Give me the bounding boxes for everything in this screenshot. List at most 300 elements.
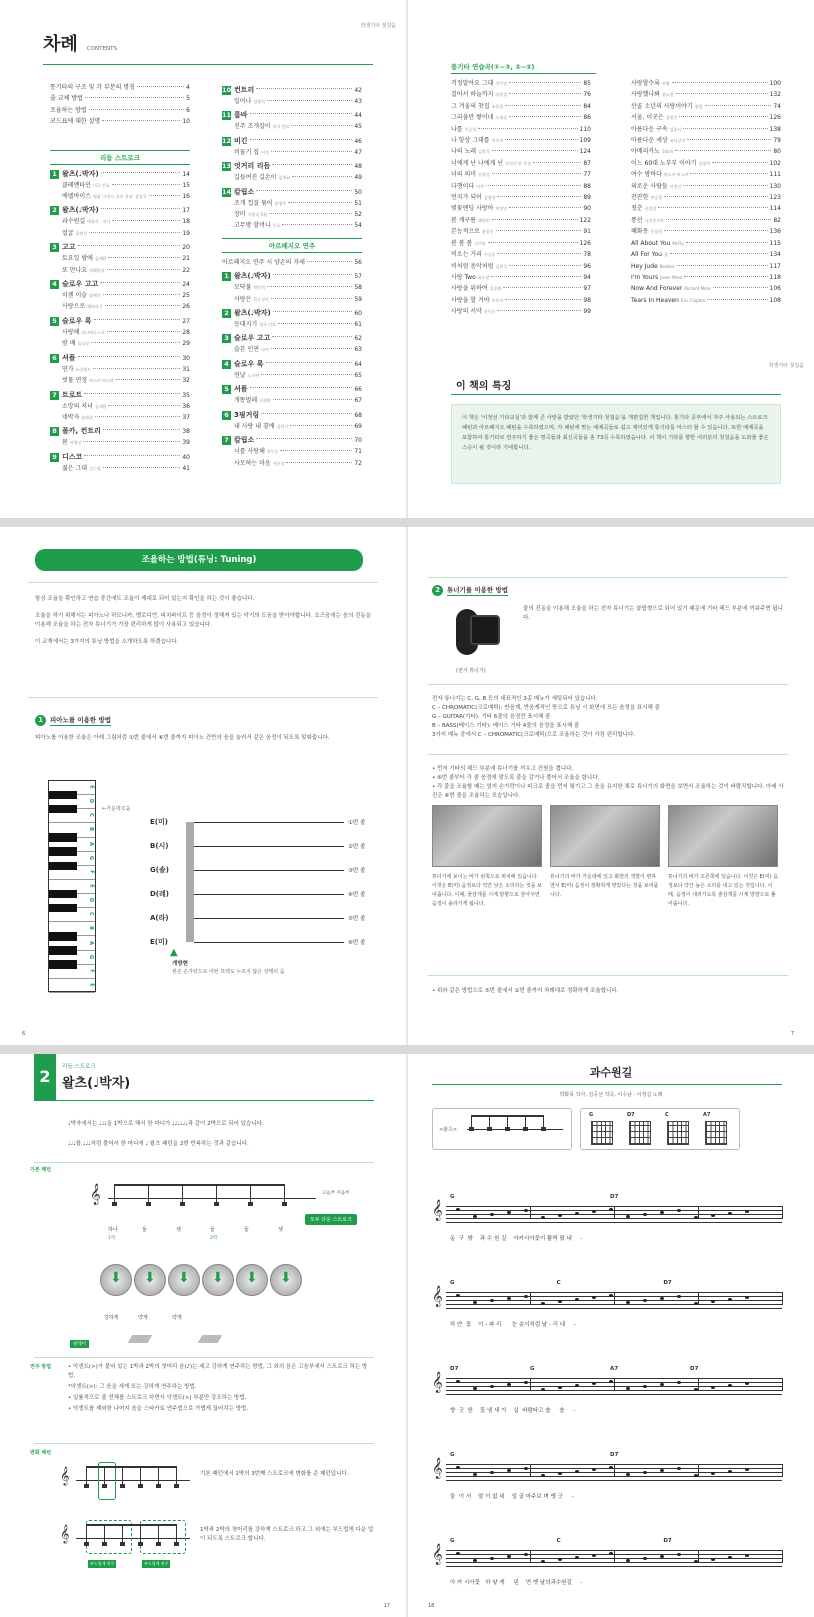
bar-line [782, 1292, 783, 1305]
play-label: 연주 방법 [30, 1364, 52, 1370]
score-note [490, 1471, 494, 1474]
score-note [711, 1472, 715, 1475]
play-method: • 악센트(>)가 붙어 있는 1박과 2박의 첫머리 음(♪)는 세고 강하게 연주하는 방법, 그 외의 음은 고음부에서 스트로크 하는 방법. [68, 1364, 368, 1379]
chord-name: C [665, 1112, 669, 1118]
note-head [282, 1202, 287, 1206]
score-chord: D7 [663, 1280, 672, 1286]
score-note [490, 1299, 494, 1302]
score-note [456, 1552, 460, 1555]
practice-song[interactable]: 먼지가 되어 김광석 89 [451, 194, 591, 202]
score-chord: G [450, 1194, 455, 1200]
score-note [456, 1208, 460, 1211]
score-chord: D7 [450, 1366, 459, 1372]
piano-black-key [49, 904, 77, 912]
section-number: 5 [222, 385, 231, 394]
tuner-mode: G – GUITAR(기타): 기타 6줄의 음정만 표시해 줌 [432, 714, 551, 720]
method2-text: 줄의 진동을 이용해 조율을 하는 전자 튜너기는 클립형으로 되어 있기 때문에 기타 헤드 부분에 끼워주면 됩니다. [523, 606, 783, 621]
toc-item[interactable]: 또 만나요 딕훼밀리 22 [62, 266, 190, 274]
toc-item[interactable]: 사랑으로 해바라기 26 [62, 303, 190, 311]
practice-song[interactable]: 걸어서 하늘까지 장현철 76 [451, 91, 591, 99]
practice-song[interactable]: 외로운 사람들 이정선 130 [631, 182, 781, 190]
bar-line [614, 1464, 615, 1477]
piano-keyboard [48, 780, 96, 992]
score-note [558, 1472, 562, 1475]
section-number: 3 [222, 334, 231, 343]
waltz-pattern-box [432, 1108, 572, 1150]
play-methods [68, 1363, 374, 1416]
key-label: D [87, 799, 94, 804]
bar-line [698, 1292, 699, 1305]
note-head [138, 1484, 143, 1488]
score-chord: C [556, 1280, 561, 1286]
practice-song[interactable]: 나 항상 그대를 이선희 109 [451, 137, 591, 145]
key-label: E [88, 785, 95, 789]
toc-section-rhythm-8[interactable]: 9 디스코 40 [50, 452, 190, 463]
practice-song[interactable]: 여수 밤바다 버스커 버스커 111 [631, 171, 781, 179]
feature-title: 이 책의 특징 [456, 381, 512, 392]
treble-clef-icon: 𝄞 [60, 1524, 70, 1543]
toc-item[interactable]: 봄 이영선 39 [62, 439, 190, 447]
key-label: B [88, 926, 95, 931]
toc-item[interactable]: 사랑해 라나에로스포 28 [62, 328, 190, 336]
open-string-desc: 왼손 손가락으로 어떤 프렛도 누르지 않은 상태의 음 [172, 969, 285, 975]
tuner-step: • ⑥번 줄부터 각 줄 음정에 맞도록 줄을 감거나 풀어서 조율을 합니다. [432, 775, 600, 781]
chord-diagram [627, 1112, 657, 1148]
play-rule [34, 1357, 374, 1358]
score-note [456, 1294, 460, 1297]
key-label: F [88, 870, 95, 874]
section-number: 12 [222, 136, 232, 145]
play-method: • 악센트를 제외한 나머지 음을 스타카토 연주법으로 가볍게 끊어치는 방법. [68, 1406, 249, 1412]
note-head [487, 1127, 492, 1131]
toc-section-rhythm2-2[interactable]: 12 비긴 46 [222, 136, 362, 145]
practice-song[interactable]: 봄 봄 봄 로이킴 126 [451, 239, 591, 247]
toc-item[interactable]: 슬픈 인연 나미 63 [234, 346, 362, 354]
score-note [609, 1208, 613, 1211]
score-note [626, 1559, 630, 1562]
guitar-string [194, 846, 344, 847]
tuning-p3: 이 교재에서는 3가지의 튜닝 방법을 소개하도록 하겠습니다. [35, 639, 179, 645]
score-note [592, 1554, 596, 1557]
score-chord: G [450, 1538, 455, 1544]
variant-label: 변화 패턴 [30, 1450, 52, 1456]
toc-section-rhythm2-4[interactable]: 14 칼립소 50 [222, 187, 362, 196]
toc-section-rhythm2-3[interactable]: 13 엇거리 리듬 48 [222, 162, 362, 171]
tuning-rule [28, 582, 378, 583]
note-label: E(미) [150, 938, 168, 946]
tuner-screen-icon [470, 615, 500, 645]
pick-icon-2 [198, 1335, 223, 1343]
toc-item[interactable]: 사모하는 마음 서유석 72 [234, 459, 362, 467]
score-note [711, 1558, 715, 1561]
page-number-17: 17 [383, 1603, 390, 1609]
score-note [728, 1212, 732, 1215]
lesson-number-block: 2 [34, 1054, 56, 1100]
practice-song[interactable]: I'm Yours Jason Mraz 118 [631, 273, 781, 281]
spread-contents [0, 0, 814, 518]
toc-item[interactable]: 젊은 그대 김수철 41 [62, 464, 190, 472]
note-head [102, 1484, 107, 1488]
lesson-line1: ♩박자에서는 ♩♩♩을 1박으로 해서 한 마디가 ♩♩♩♩♩♩과 같이 2박으로 되어 있습니다. [68, 1121, 264, 1127]
song-title-rule [432, 1084, 782, 1085]
score-note [524, 1209, 528, 1212]
score-note [745, 1468, 749, 1471]
toc-item[interactable]: 진주 조개잡이 미국 민요 45 [234, 123, 362, 131]
score-note [507, 1383, 511, 1386]
basic-rule [34, 1162, 374, 1163]
chord-diagram [703, 1112, 733, 1148]
score-note [609, 1466, 613, 1469]
toc-section-rhythm-6[interactable]: 7 트로트 35 [50, 390, 190, 401]
lesson-line2: ♩♩♩를 ♩♩♩처럼 풀어서 한 마디에 ♩ 왈츠 패턴을 2번 반복하는 것과 같습니다. [68, 1141, 249, 1147]
strum-down-icon: ⬇ [100, 1264, 132, 1296]
key-label: A [88, 940, 95, 945]
practice-song[interactable]: 그 겨울의 찻집 조용필 84 [451, 102, 591, 110]
song-right-page [408, 1054, 814, 1617]
note-stem [284, 1184, 285, 1202]
toc-item[interactable]: 클레멘타인 미국 민요 15 [62, 181, 190, 189]
section-number: 2 [222, 309, 231, 318]
toc-section-arp-5[interactable]: 6 3핑거링 68 [222, 410, 362, 421]
practice-song[interactable]: 그리움만 쌓이네 노영심 86 [451, 114, 591, 122]
photo-caption-low: 튜너기에 보이는 바가 왼쪽으로 위치해 있습니다. 이것은 E(미) 음정보다 약간 낮은 소리라는 것을 보여줍니다. 이때, 줄감개를 시계 방향으로 감아주면 음정이 올라가게 됩니다. [432, 874, 542, 907]
count-label: 둘 [210, 1227, 215, 1233]
string-number: ④번 줄 [348, 892, 366, 898]
method2-rule-mid [428, 684, 788, 685]
practice-song[interactable]: 아름다운 세상 유리상자 79 [631, 137, 781, 145]
note-stem [158, 1466, 159, 1484]
method2-number-icon: 2 [432, 585, 443, 596]
toc-item[interactable]: 너를 사랑해 한동준 71 [234, 448, 362, 456]
score-note [507, 1555, 511, 1558]
treble-clef-icon: 𝄞 [432, 1372, 443, 1393]
practice-song[interactable]: 너에게 난 나에게 넌 자전거 탄 풍경 87 [451, 159, 591, 167]
toc-section-rhythm-0[interactable]: 1 왈츠(♩박자) 14 [50, 169, 190, 180]
piano-black-key [49, 791, 77, 799]
practice-song[interactable]: 나의 노래 김광석 124 [451, 148, 591, 156]
soft-label-b: 부드럽게 연주 [144, 1561, 169, 1566]
note-stem [140, 1466, 141, 1484]
section-number: 3 [50, 243, 59, 252]
toc-item[interactable]: 연가 뉴질랜드 31 [62, 365, 190, 373]
lesson-section: 리듬 스트로크 [62, 1064, 96, 1070]
waltz-tag: <왈츠> [439, 1127, 458, 1133]
practice-song[interactable]: 사랑할수록 부활 100 [631, 80, 781, 87]
practice-song[interactable]: All For You 쿨 134 [631, 251, 781, 259]
tuner-step: • 먼저 기타의 헤드 부분에 튜너기를 끼우고 전원을 켭니다. [432, 766, 574, 772]
lesson-title-rule [34, 1100, 374, 1101]
toc-title: 차례 [43, 34, 78, 55]
toc-section-rhythm-1[interactable]: 2 왈츠(♩박자) 17 [50, 205, 190, 216]
note-stem [148, 1184, 149, 1202]
score-system [432, 1280, 782, 1340]
practice-song[interactable]: 어느 60대 노부부 이야기 김광석 102 [631, 159, 781, 167]
practice-song[interactable]: 비처럼 음악처럼 김현식 96 [451, 262, 591, 270]
note-stem [86, 1524, 87, 1542]
score-chord: C [556, 1538, 561, 1544]
toc-item[interactable]: 에델바이스 영화 '사운드 오브 뮤직' 삽입곡 16 [62, 193, 190, 201]
score-note [728, 1384, 732, 1387]
toc-item[interactable]: 사랑은 목동성가 59 [234, 295, 362, 303]
bar-line [614, 1206, 615, 1219]
note-head [469, 1127, 474, 1131]
score-note [473, 1215, 477, 1218]
toc-intro-item[interactable]: 조율하는 방법 6 [50, 106, 190, 114]
practice-song[interactable]: 사랑을 위하여 김종환 97 [451, 285, 591, 293]
bar-line [614, 1550, 615, 1563]
score-note [575, 1212, 579, 1215]
practice-song[interactable]: 다행이다 이적 88 [451, 182, 591, 190]
score-note [575, 1556, 579, 1559]
toc-item[interactable]: 빗물 연정 버스커 버스커 32 [62, 377, 190, 385]
practice-song[interactable]: 산골 소년의 사랑이야기 별밤 74 [631, 102, 781, 110]
note-stem [140, 1524, 141, 1542]
practice-song[interactable]: 풍선 다섯손가락 82 [631, 216, 781, 224]
strum-label: 약게 [172, 1315, 182, 1321]
toc-item[interactable]: 소망의 처녀 김세환 36 [62, 402, 190, 410]
section-number: 10 [222, 86, 232, 94]
toc-title-block [43, 30, 363, 64]
chord-diagram [589, 1112, 619, 1148]
string-number: ③번 줄 [348, 868, 366, 874]
score-note [541, 1474, 545, 1477]
practice-song[interactable]: All About You McFly 115 [631, 239, 781, 247]
note-head [523, 1127, 528, 1131]
bar-line [698, 1206, 699, 1219]
section-number: 6 [222, 411, 231, 420]
toc-item[interactable]: 길들여진 길손이 김세화 49 [234, 174, 362, 182]
score-note [643, 1557, 647, 1560]
feature-text: 이 책은 '이정선 기타교실'과 함께 큰 사랑을 받았던 '학생기타 첫걸음'을 개편집한 책입니다. 통기타 공부에서 자주 사용되는 스트로크 패턴과 아르페지오 패턴을 수록하였으며, 각 패턴에 맞는 예제곡들로 쉽고 재미있게 통기타를 마스터 할 수 있습니다. 또한 예제곡을 포함하여 통기타로 연주하기 좋은 명곡들과 최신곡들을 총 73곡 수록하였습니다. 이 책이 기타를 향한 여러분의 첫걸음을 도와줄 좋은 스승이 될 것이라 기대합니다. [462, 415, 769, 451]
score-note [592, 1468, 596, 1471]
practice-song[interactable]: 사랑을 할 거야 투투지 98 [451, 296, 591, 304]
toc-col-a [50, 82, 190, 474]
method1-number-icon: 1 [35, 715, 46, 726]
practice-song[interactable]: 사랑 Two 윤도현 94 [451, 273, 591, 281]
all-down-badge: 모두 다운 스트로크 [305, 1214, 357, 1225]
basic-pattern-label: 기본 패턴 [30, 1167, 52, 1173]
toc-item[interactable]: 네박자 송대관 37 [62, 413, 190, 421]
score-note [473, 1559, 477, 1562]
toc-item[interactable]: 조개 껍질 묶어 윤형주 51 [234, 199, 362, 207]
practice-song[interactable]: Now And Forever Richard Marx 106 [631, 285, 781, 293]
score-note [524, 1381, 528, 1384]
score-lyric: 동 구 밖 과 수 원 길 아카시아꽃이 활짝 폈 네 - [450, 1236, 583, 1242]
toc-section-arp-1[interactable]: 2 왈츠(♩박자) 60 [222, 308, 362, 319]
key-label: B [88, 827, 95, 832]
toc-section-arp-4[interactable]: 5 셔플 66 [222, 384, 362, 395]
toc-section-rhythm2-1[interactable]: 11 룸바 44 [222, 111, 362, 120]
beat-label: 1박 [108, 1236, 116, 1241]
strum-down-icon: ⬇ [202, 1264, 234, 1296]
toc-item[interactable]: 장미 사월과 5월 52 [234, 211, 362, 219]
score-note [626, 1473, 630, 1476]
page-number-7: 7 [790, 1031, 794, 1037]
toc-item[interactable]: 토요일 밤에 김세환 21 [62, 255, 190, 263]
score-note [541, 1216, 545, 1219]
score-note [490, 1557, 494, 1560]
practice-song[interactable]: 본능적으로 윤종신 91 [451, 228, 591, 236]
tuning-photo-low [432, 805, 542, 867]
piano-black-key [49, 960, 77, 968]
bar-line [698, 1464, 699, 1477]
toc-section-rhythm-7[interactable]: 8 폴카, 컨트리 38 [50, 426, 190, 437]
note-stem [250, 1184, 251, 1202]
treble-clef-icon: 𝄞 [432, 1200, 443, 1221]
toc-section-rhythm-4[interactable]: 5 슬로우 록 27 [50, 316, 190, 327]
key-label: G [87, 954, 94, 959]
score-note [643, 1299, 647, 1302]
note-stem [104, 1524, 105, 1542]
beam [114, 1184, 284, 1186]
bar-line [698, 1378, 699, 1391]
toc-item[interactable]: 비둘기 집 이석 47 [234, 148, 362, 156]
score-note [558, 1558, 562, 1561]
practice-song[interactable]: 봄 캐구름 패하빈 122 [451, 216, 591, 224]
play-method: • 일률적으로 줄 전체를 스트로크 하면서 악센트(>) 부분만 강조하는 방법. [68, 1395, 247, 1401]
practice-song[interactable]: 아름다운 구속 김종서 138 [631, 125, 781, 133]
photo-caption-correct: 튜너기의 바가 가운데에 있고 화면의 색깔이 변하면서 E(미) 음정이 정확하게 맞았다는 것을 보여줍니다. [550, 874, 659, 898]
score-note [694, 1560, 698, 1563]
strum-down-icon: ⬇ [236, 1264, 268, 1296]
toc-section-rhythm2-0[interactable]: 10 컨트리 42 [222, 86, 362, 94]
score-note [660, 1555, 664, 1558]
practice-song[interactable]: 나를 이승철 110 [451, 125, 591, 133]
practice-song[interactable]: Hey Jude Beatles 117 [631, 262, 781, 270]
toc-section-arp-0[interactable]: 1 왈츠(♩박자) 57 [222, 271, 362, 282]
strum-label: 약게 [138, 1315, 148, 1321]
score-lyric: 둘 이 서 말 이 없 네 얼 굴 마주보 며 쌩 긋 - [450, 1494, 574, 1500]
rhythm-section-head: 리듬 스트로크 [50, 150, 190, 165]
practice-song[interactable]: 혜화동 동물원 136 [631, 228, 781, 236]
score-note [694, 1474, 698, 1477]
note-label: E(미) [150, 818, 168, 826]
practice-song[interactable]: 사랑했나봐 윤도현 132 [631, 91, 781, 99]
bar-line [698, 1550, 699, 1563]
score-note [609, 1294, 613, 1297]
variant1-text: 기본 패턴에서 1박의 3번째 스트로크에 변화를 준 패턴입니다. [200, 1471, 349, 1477]
score-chord: A7 [610, 1366, 619, 1372]
toc-section-arp-6[interactable]: 7 칼립소 70 [222, 435, 362, 446]
score-note [694, 1216, 698, 1219]
toc-intro-item[interactable]: 줄 교체 방법 5 [50, 95, 190, 103]
toc-item[interactable]: 개똥벌레 신형원 67 [234, 397, 362, 405]
piano-black-key [49, 805, 77, 813]
note-head [84, 1484, 89, 1488]
practice-song[interactable]: Tears In Heaven Eric Clapton 108 [631, 296, 781, 304]
practice-block [451, 62, 781, 318]
tuner-mode: C – CHROMATIC(크로매틱): 반음계, 반음계적인 뜻으로 튜닝 시 화면에 모든 음정을 표시해 줌 [432, 705, 660, 711]
toc-item[interactable]: 내 사랑 내 곁에 김현식 69 [234, 422, 362, 430]
score-chord: G [450, 1280, 455, 1286]
middle-c-label: ←가운데 C음 [102, 806, 131, 812]
practice-song[interactable]: 청춘 산울림 114 [631, 205, 781, 213]
note-head [174, 1542, 179, 1546]
toc-item[interactable]: 모닥불 박인희 58 [234, 284, 362, 292]
section-number: 4 [50, 280, 59, 289]
toc-item[interactable]: 이젠 이슬 장혜진 25 [62, 292, 190, 300]
score-chord: D7 [610, 1452, 619, 1458]
score-note [660, 1211, 664, 1214]
toc-arp-intro[interactable]: 아르페지오 연주 시 양손의 자세 56 [222, 258, 362, 266]
page-number-18: 18 [428, 1603, 435, 1609]
note-head [541, 1127, 546, 1131]
method2-rule-3 [428, 975, 788, 976]
chord-name: A7 [703, 1112, 711, 1118]
toc-item[interactable]: 연날 노사연 65 [234, 371, 362, 379]
practice-song[interactable]: 사랑의 서약 한동준 99 [451, 308, 591, 316]
guitar-string [194, 942, 344, 943]
toc-right-page [408, 0, 814, 518]
toc-item[interactable]: 얼굴 윤연선 19 [62, 229, 190, 237]
method1-rule-top [28, 697, 378, 698]
score-note [609, 1552, 613, 1555]
beat-label: 2박 [210, 1236, 218, 1241]
toc-section-arp-2[interactable]: 3 슬로우 고고 62 [222, 333, 362, 344]
toc-item[interactable]: 고무방 할머니 동요 54 [234, 222, 362, 230]
bar-line [530, 1550, 531, 1563]
tuner-image [448, 605, 508, 660]
section-number: 14 [222, 187, 232, 196]
score-note [592, 1382, 596, 1385]
tuning-p1: 항상 조율을 확인하고 연습 중간에도 조율이 제대로 되어 있는지 확인을 하는 것이 좋습니다. [35, 596, 255, 602]
toc-item[interactable]: 과수원길 박화목 · 작사 18 [62, 218, 190, 226]
variant-rule [34, 1443, 374, 1444]
practice-song[interactable]: 벚꽃엔딩 사랑아 박상민 90 [451, 205, 591, 213]
toc-item[interactable]: 밤 배 둘다섯 29 [62, 340, 190, 348]
practice-song[interactable]: 잔잔한 변승철 123 [631, 194, 781, 202]
section-number: 5 [50, 317, 59, 326]
note-head [120, 1484, 125, 1488]
string-number: ②번 줄 [348, 844, 366, 850]
score-system [432, 1452, 782, 1512]
toc-intro-item[interactable]: 코드표에 대한 설명 10 [50, 118, 190, 126]
score-note [728, 1556, 732, 1559]
toc-intro-item[interactable]: 통기타의 구조 및 각 부분의 명칭 4 [50, 84, 190, 91]
tuning-p2: 조율을 하기 위해서는 피아노나 하모니카, 멜로디언, 피치파이프 등 음정이 정해져 있는 악기의 도움을 받아야합니다. 요즈음에는 음의 진동을 이용해 조율을 하는 전자 튜너기가 가장 편리하게 많이 사용되고 있습니다. [35, 613, 372, 628]
score-note [541, 1560, 545, 1563]
arp-section-head: 아르페지오 연주 [222, 238, 362, 253]
toc-section-arp-3[interactable]: 4 슬로우 록 64 [222, 359, 362, 370]
toc-section-rhythm-3[interactable]: 4 슬로우 고고 24 [50, 279, 190, 290]
toc-section-rhythm-2[interactable]: 3 고고 20 [50, 242, 190, 253]
note-head [156, 1484, 161, 1488]
string-diagram [150, 818, 390, 952]
song-credit: 박화목 작사, 김공선 작곡, 이수남 · 이정길 노래 [559, 1092, 663, 1098]
key-label: C [88, 912, 95, 917]
bar-line [530, 1292, 531, 1305]
score-note [677, 1553, 681, 1556]
treble-clef-icon: 𝄞 [60, 1466, 70, 1485]
waltz-left-page [0, 1054, 406, 1617]
practice-song[interactable]: 너의 의미 산울림 77 [451, 171, 591, 179]
score-note [592, 1296, 596, 1299]
photo-caption-high: 튜너기의 바가 오른쪽에 있습니다. 이것은 E(미) 음정보다 약간 높은 소리를 내고 있는 것입니다. 이때, 음정이 내려가도록 줄감개를 시계 방향으로 풀어줍니다. [668, 874, 778, 907]
score-system [432, 1194, 782, 1254]
note-head [174, 1484, 179, 1488]
strum-down-icon: ⬇ [134, 1264, 166, 1296]
practice-song[interactable]: 서울, 이곳은 장철웅 126 [631, 114, 781, 122]
string-number: ⑤번 줄 [348, 916, 366, 922]
bar-line [530, 1206, 531, 1219]
toc-item[interactable]: 등대지기 영국 민요 61 [234, 321, 362, 329]
practice-song[interactable]: 걱정말아요 그대 전인권 85 [451, 80, 591, 87]
toc-section-rhythm-5[interactable]: 6 셔플 30 [50, 353, 190, 364]
toc-item[interactable]: 일어나 김광석 43 [234, 98, 362, 105]
practice-song[interactable]: 비오는 거리 이승훈 78 [451, 251, 591, 259]
note-stem [176, 1466, 177, 1484]
practice-song[interactable]: 아메리카노 10cm 80 [631, 148, 781, 156]
